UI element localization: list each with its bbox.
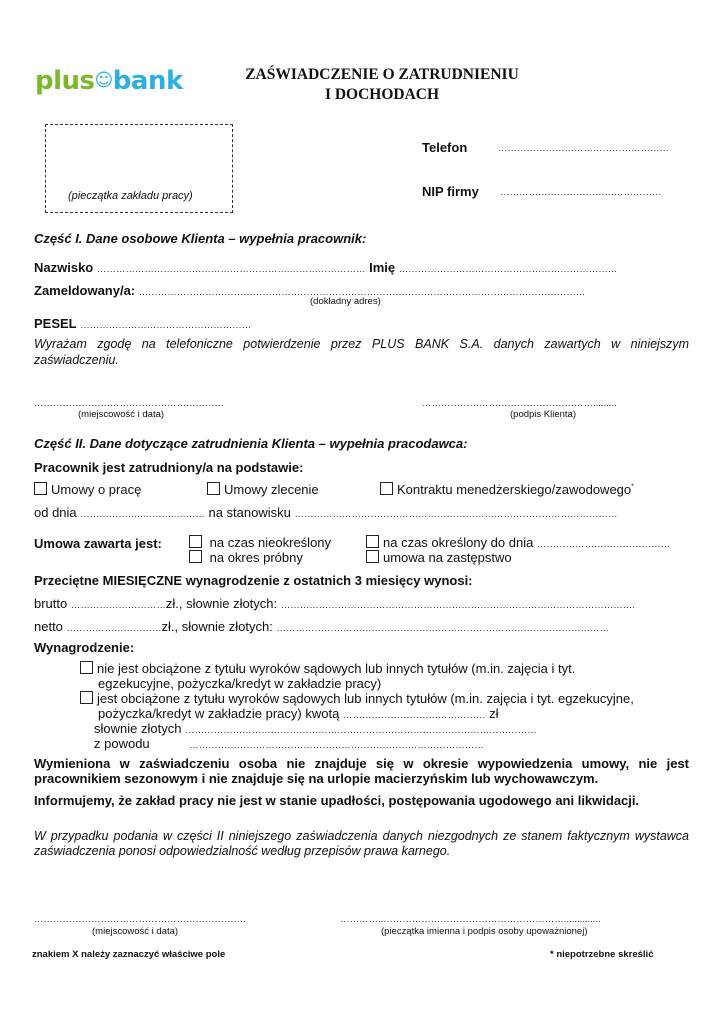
authorized-signature-hint: (pieczątka imienna i podpis osoby upoważnionej) <box>381 926 588 937</box>
rem-reason-label: z powodu <box>94 736 150 751</box>
employer-place-date-field[interactable]: …………………………………………………………. <box>34 914 246 925</box>
basis-option-contract[interactable] <box>380 482 634 497</box>
checkbox[interactable] <box>80 661 93 674</box>
address-hint: (dokładny adres) <box>310 296 381 307</box>
nip-label: NIP firmy <box>422 184 479 199</box>
contract-option-probation-label: na okres próbny <box>209 550 303 565</box>
document-title-line1: ZAŚWIADCZENIE O ZATRUDNIENIU <box>245 66 519 83</box>
rem-option-encumbered[interactable] <box>80 691 634 706</box>
contract-option-replacement-label: umowa na zastępstwo <box>383 550 512 565</box>
net-label: netto <box>34 619 63 634</box>
nip-field[interactable]: …………………………………………… <box>500 187 662 198</box>
statement-no-notice: Wymieniona w zaświadczeniu osoba nie znajduje się w okresie wypowiedzenia umowy, nie jest pracownikiem sezonowym i nie znajduje się na urlopie macierzyńskim lub wychowawczym. <box>34 756 689 786</box>
checkbox[interactable] <box>366 550 379 563</box>
net-words-field[interactable]: …………………………………………………………………………………………… <box>276 623 609 634</box>
pesel-label: PESEL <box>34 316 77 331</box>
position-label: na stanowisku <box>208 505 291 520</box>
rem-option-not-encumbered[interactable] <box>80 661 575 676</box>
rem-zl: zł <box>489 706 499 721</box>
place-date-hint: (miejscowość i data) <box>78 409 165 420</box>
authorized-signature-field[interactable]: …………..………………………………………………….............. <box>340 914 601 925</box>
client-signature-hint: (podpis Klienta) <box>510 409 577 420</box>
logo-plus: plus <box>35 66 95 96</box>
checkbox[interactable] <box>80 691 93 704</box>
since-field[interactable]: ………………..………..……… <box>80 509 205 520</box>
contract-option-fixed[interactable] <box>366 535 670 550</box>
contract-type-label: Umowa zawarta jest: <box>34 536 162 551</box>
employer-place-date-hint: (miejscowość i data) <box>92 926 179 937</box>
remuneration-label: Wynagrodzenie: <box>34 640 135 655</box>
statement-no-bankruptcy: Informujemy, że zakład pracy nie jest w stanie upadłości, postępowania ugodowego ani likwidacji. <box>34 793 640 808</box>
contract-option-probation[interactable] <box>189 550 303 565</box>
checkbox[interactable] <box>189 535 202 548</box>
rem-reason-field[interactable]: ………………………………………………………………………………… <box>189 740 484 751</box>
surname-field[interactable]: …………………………………………………….…………………… <box>96 264 366 275</box>
part1-heading: Część I. Dane osobowe Klienta – wypełnia pracownik: <box>34 231 367 246</box>
name-field[interactable]: …………………………………………………………… <box>398 264 618 275</box>
name-label: Imię <box>369 260 396 275</box>
rem-option-encumbered-line1: jest obciążone z tytułu wyroków sądowych lub innych tytułów (m.in. zajęcia i tyt. egzekucyjne, <box>97 691 634 706</box>
gross-words-field[interactable]: …………………………………………………………………………………………………. <box>280 600 635 611</box>
document-title-line2: I DOCHODACH <box>324 86 440 103</box>
contract-option-replacement[interactable] <box>366 550 512 565</box>
fixed-until-field[interactable]: …………………………………… <box>536 539 670 550</box>
client-signature-field[interactable]: ………………………………………………......... <box>422 398 617 409</box>
address-label: Zameldowany/a: <box>34 283 136 298</box>
logo-smile-icon: ☺ <box>94 70 113 91</box>
footer-strike-note: * niepotrzebne skreślić <box>550 949 654 960</box>
consent-text: Wyrażam zgodę na telefoniczne potwierdzenie przez PLUS BANK S.A. danych zawartych w niniejszym zaświadczeniu. <box>34 337 689 367</box>
checkbox[interactable] <box>189 550 202 563</box>
net-amount-field[interactable]: ………………………… <box>66 623 162 634</box>
rem-words-field[interactable]: ………………………………………………………………………………………………… <box>185 725 537 736</box>
surname-label: Nazwisko <box>34 260 94 275</box>
stamp-label: (pieczątka zakładu pracy) <box>68 190 193 202</box>
place-date-field[interactable]: …………………………………………………… <box>34 398 224 409</box>
basis-option-employment-label: Umowy o pracę <box>51 482 142 497</box>
salary-heading: Przeciętne MIESIĘCZNE wynagrodzenie z ostatnich 3 miesięcy wynosi: <box>34 573 473 588</box>
employment-basis-label: Pracownik jest zatrudniony/a na podstawie: <box>34 460 304 475</box>
footnote-star: * <box>631 483 634 491</box>
part2-heading: Część II. Dane dotyczące zatrudnienia Klienta – wypełnia pracodawca: <box>34 436 468 451</box>
rem-words-label: słownie złotych <box>94 721 182 736</box>
since-label: od dnia <box>34 505 77 520</box>
contract-option-indefinite-label: na czas nieokreślony <box>209 535 332 550</box>
basis-option-mandate[interactable] <box>207 482 319 497</box>
footer-mark-instruction: znakiem X należy zaznaczyć właściwe pole <box>32 949 226 960</box>
checkbox[interactable] <box>380 482 393 495</box>
basis-option-mandate-label: Umowy zlecenie <box>224 482 319 497</box>
plus-bank-logo <box>35 66 183 96</box>
rem-option-not-encumbered-line2: egzekucyjne, pożyczka/kredyt w zakładzie pracy) <box>98 676 382 691</box>
net-currency-words: zł., słownie złotych: <box>161 619 273 634</box>
phone-field[interactable]: ……………………………………………… <box>498 143 669 154</box>
liability-notice: W przypadku podania w części II niniejszego zaświadczenia danych niezgodnych ze stanem faktycznym wystawca zaświadczenia ponosi odpowiedzialność według przepisów prawa karnego. <box>34 829 689 858</box>
position-field[interactable]: ………………………………………………………………………………………… <box>294 509 618 520</box>
logo-bank: bank <box>112 66 183 96</box>
basis-option-employment[interactable] <box>34 482 141 497</box>
address-field[interactable]: …………………………………………………………………………………………………………………………… <box>138 287 586 298</box>
checkbox[interactable] <box>34 482 47 495</box>
phone-label: Telefon <box>422 140 468 155</box>
gross-currency-words: zł., słownie złotych: <box>165 596 278 611</box>
basis-option-contract-label: Kontraktu menedżerskiego/zawodowego <box>397 482 632 497</box>
gross-amount-field[interactable]: ………………………… <box>70 600 166 611</box>
checkbox[interactable] <box>366 535 379 548</box>
checkbox[interactable] <box>207 482 220 495</box>
contract-option-fixed-label: na czas określony do dnia <box>383 535 534 550</box>
rem-option-encumbered-line2: pożyczka/kredyt w zakładzie pracy) kwotą <box>98 706 340 721</box>
contract-option-indefinite[interactable] <box>189 535 331 550</box>
gross-label: brutto <box>34 596 68 611</box>
pesel-field[interactable]: ……………………………………………… <box>80 320 252 331</box>
rem-option-not-encumbered-line1: nie jest obciążone z tytułu wyroków sądowych lub innych tytułów (m.in. zajęcia i tyt. <box>97 661 576 676</box>
rem-amount-field[interactable]: ……………………………………… <box>342 710 486 721</box>
